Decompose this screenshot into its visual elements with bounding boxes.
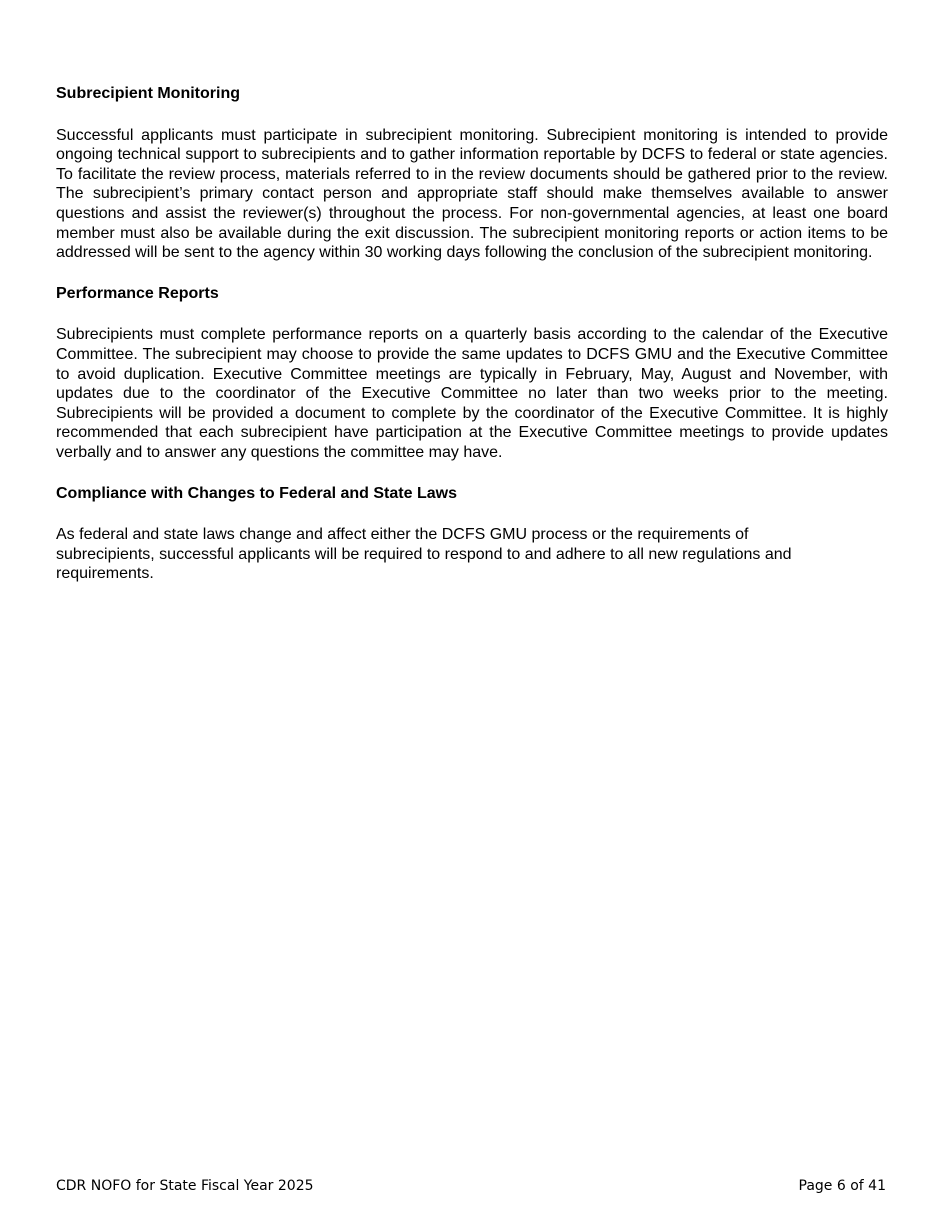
section-heading: Compliance with Changes to Federal and State Laws [56, 484, 457, 502]
section-paragraph: Successful applicants must participate in subrecipient monitoring. Subrecipient monitoring is intended to provide ongoing technical support to subrecipients and to gather information reportable by DCFS to federal or state agencies. To facilitate the review process, materials referred to in the review documents should be gathered prior to the review. The subrecipient’s primary contact person and appropriate staff should make themselves available to answer questions and assist the reviewer(s) throughout the process. For non-governmental agencies, at least one board member must also be available during the exit discussion. The subrecipient monitoring reports or action items to be addressed will be sent to the agency within 30 working days following the conclusion of the subrecipient monitoring. [56, 126, 888, 262]
section-subrecipient-monitoring [56, 84, 888, 263]
section-paragraph: Subrecipients must complete performance reports on a quarterly basis according to the calendar of the Executive Committee. The subrecipient may choose to provide the same updates to DCFS GMU and the Executive Committee to avoid duplication. Executive Committee meetings are typically in February, May, August and November, with updates due to the coordinator of the Executive Committee no later than two weeks prior to the meeting. Subrecipients will be provided a document to complete by the coordinator of the Executive Committee. It is highly recommended that each subrecipient have participation at the Executive Committee meetings to provide updates verbally and to answer any questions the committee may have. [56, 326, 888, 461]
section-heading: Subrecipient Monitoring [56, 85, 240, 102]
footer-document-title: CDR NOFO for State Fiscal Year 2025 [56, 1178, 314, 1194]
document-page [56, 84, 888, 584]
section-performance-reports [56, 284, 888, 463]
footer-page-number: Page 6 of 41 [798, 1178, 886, 1194]
section-compliance-law-changes [56, 484, 888, 584]
section-heading: Performance Reports [56, 284, 219, 302]
section-paragraph: As federal and state laws change and affect either the DCFS GMU process or the requirements of subrecipients, successful applicants will be required to respond to and adhere to all new regulations and requirements. [56, 526, 792, 583]
